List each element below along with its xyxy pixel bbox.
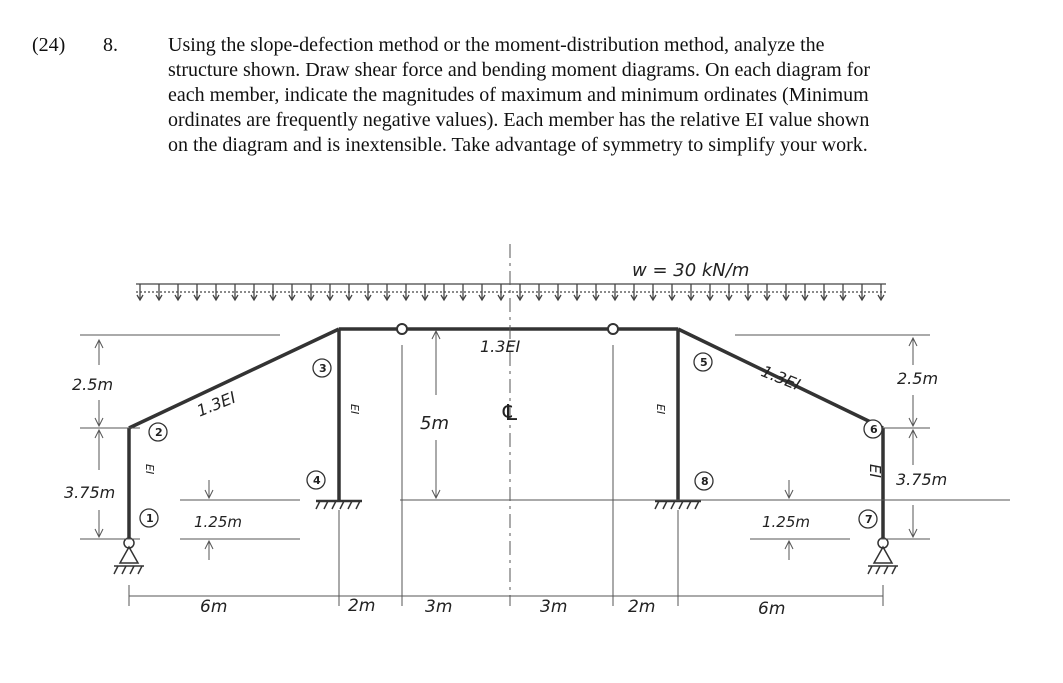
hinge-left bbox=[397, 324, 407, 334]
centerline-label: ℄ bbox=[500, 401, 520, 426]
joint-6: 6 bbox=[870, 423, 878, 436]
pin-support-right bbox=[868, 538, 898, 574]
problem-line: Using the slope-defection method or the moment-distribution method, analyze the bbox=[168, 34, 825, 56]
dim-inner-height: 5m bbox=[420, 413, 449, 434]
joint-8: 8 bbox=[701, 475, 709, 488]
left-column-stiffness: EI bbox=[143, 464, 156, 475]
joint-4: 4 bbox=[313, 474, 321, 487]
problem-number: 8. bbox=[103, 34, 118, 56]
problem-line: ordinates are frequently negative values). Each member has the relative EI value shown bbox=[168, 109, 870, 131]
span-5: 2m bbox=[628, 597, 656, 617]
joint-3: 3 bbox=[319, 362, 327, 375]
dim-offset-right: 1.25m bbox=[762, 513, 811, 531]
fixed-support-left bbox=[316, 501, 362, 509]
joint-2: 2 bbox=[155, 426, 163, 439]
problem-points: (24) bbox=[32, 34, 66, 56]
problem-line: on the diagram and is inextensible. Take advantage of symmetry to simplify your work. bbox=[168, 134, 868, 156]
span-2: 2m bbox=[348, 596, 376, 616]
frame bbox=[129, 329, 883, 539]
right-rafter-stiffness: 1.3EI bbox=[758, 361, 803, 395]
load-label: w = 30 kN/m bbox=[632, 260, 750, 281]
span-3: 3m bbox=[425, 597, 453, 617]
beam-stiffness: 1.3EI bbox=[480, 337, 521, 356]
problem-line: each member, indicate the magnitudes of maximum and minimum ordinates (Minimum bbox=[168, 84, 869, 106]
inner-right-stiffness: EI bbox=[654, 404, 667, 415]
distributed-load bbox=[136, 284, 886, 300]
span-6: 6m bbox=[758, 599, 786, 619]
inner-left-stiffness: EI bbox=[348, 404, 361, 415]
dim-right-top: 2.5m bbox=[897, 369, 939, 388]
joint-1: 1 bbox=[146, 512, 154, 525]
dim-left-top: 2.5m bbox=[72, 375, 114, 394]
dim-offset-left: 1.25m bbox=[194, 513, 243, 531]
joint-5: 5 bbox=[700, 356, 708, 369]
left-rafter-stiffness: 1.3EI bbox=[194, 387, 239, 421]
left-rafter bbox=[129, 329, 339, 428]
problem-line: structure shown. Draw shear force and bending moment diagrams. On each diagram for bbox=[168, 59, 870, 81]
span-4: 3m bbox=[540, 597, 568, 617]
pin-support-left bbox=[114, 538, 144, 574]
span-1: 6m bbox=[200, 597, 228, 617]
dim-left-bottom: 3.75m bbox=[64, 483, 116, 502]
joint-7: 7 bbox=[865, 513, 873, 526]
dim-right-bottom: 3.75m bbox=[896, 470, 948, 489]
fixed-support-right bbox=[655, 501, 701, 509]
hinge-right bbox=[608, 324, 618, 334]
right-column-stiffness: EI bbox=[866, 464, 884, 478]
